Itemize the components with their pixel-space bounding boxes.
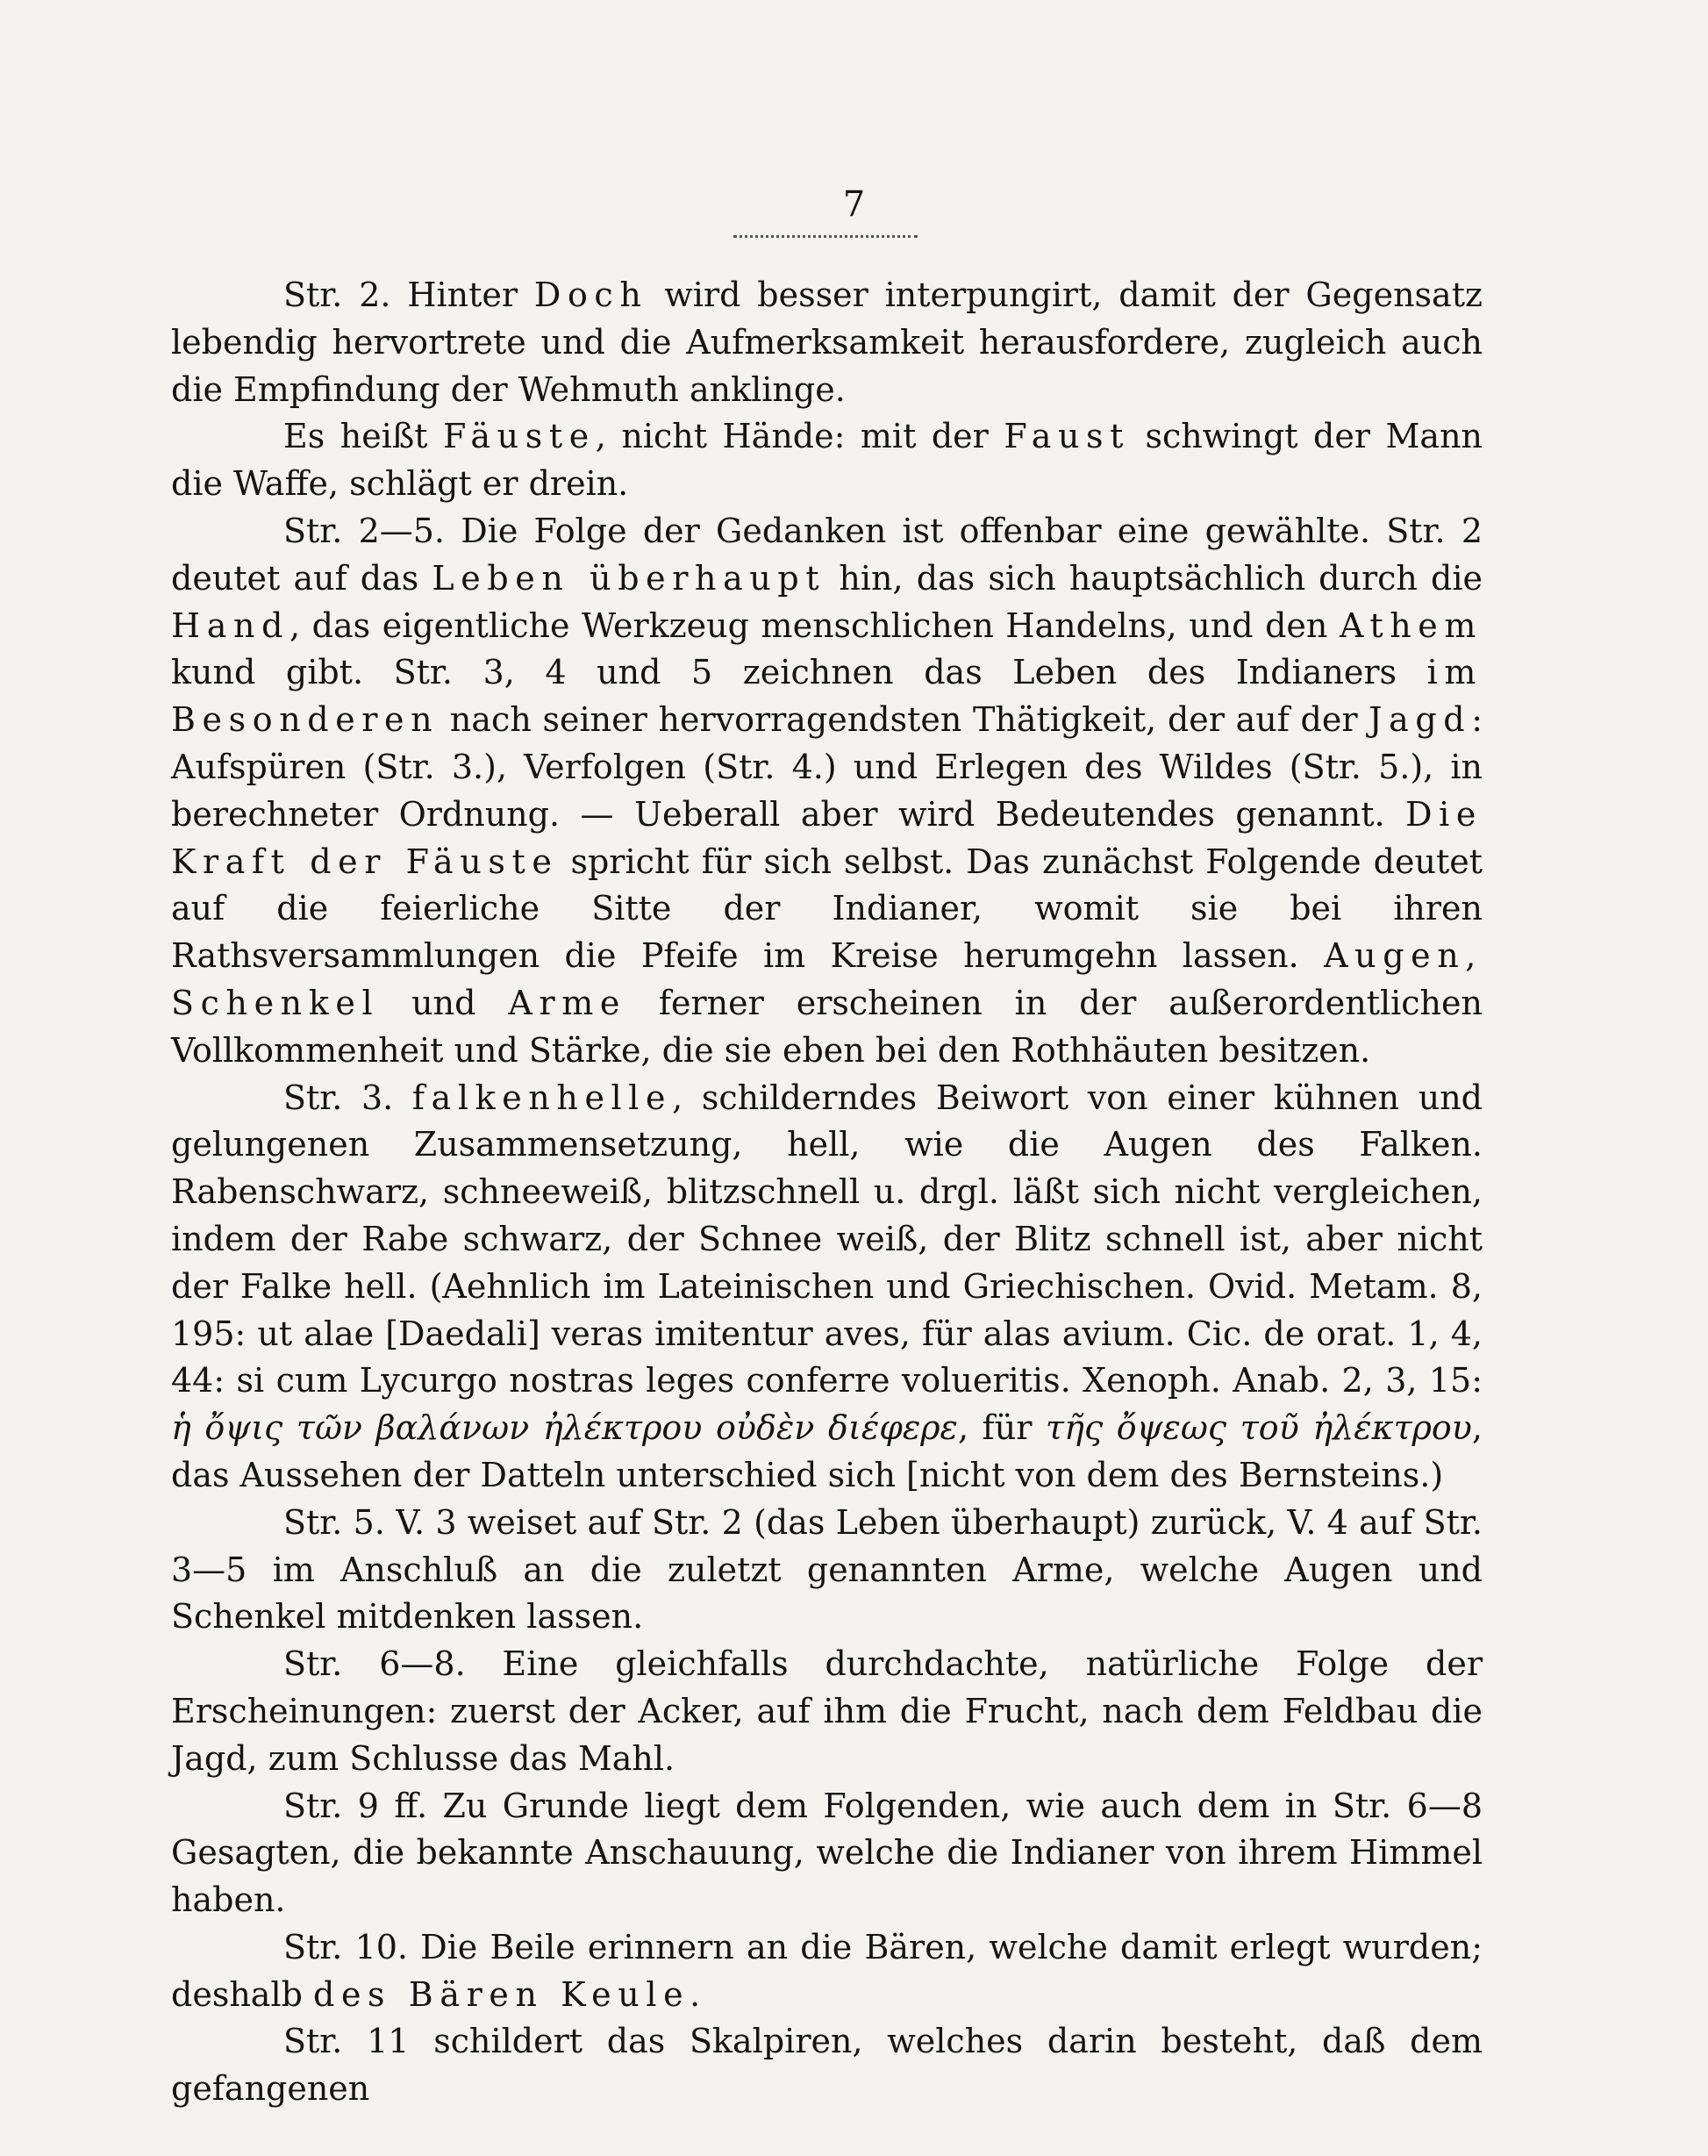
text-run: , das eigentliche Werkzeug menschlichen Handelns, und den <box>289 605 1340 645</box>
paragraph <box>171 1075 1483 1500</box>
paragraph <box>171 508 1483 1075</box>
paragraph <box>171 413 1483 508</box>
text-run: Str. 6—8. Eine gleichfalls durchdachte, natürliche Folge der Erscheinungen: zuerst der Acker, auf ihm die Frucht, nach dem Feldbau die Jagd, zum Schlusse das Mahl. <box>171 1644 1483 1778</box>
text-run: nach seiner hervorragendsten Thätigkeit, der auf der <box>439 700 1369 740</box>
text-run: . <box>690 1974 701 2014</box>
paragraph <box>171 1500 1483 1641</box>
page-number: 7 <box>842 184 866 225</box>
paragraph <box>171 2018 1483 2113</box>
spaced-emphasis: Fäuste <box>443 417 596 456</box>
body-text <box>171 272 1483 2113</box>
text-run: Str. 2—5. Die Folge der Gedanken ist offenbar eine gewählte. Str. 2 deutet auf das <box>171 511 1483 598</box>
text-run: Es heißt <box>283 417 444 456</box>
text-run: Str. 11 schildert das Skalpiren, welches darin besteht, daß dem gefangenen <box>171 2022 1483 2109</box>
text-run: Str. 9 ff. Zu Grunde liegt dem Folgenden, wie auch dem in Str. 6—8 Gesagten, die bekannte Anschauung, welche die Indianer von ihrem Himmel haben. <box>171 1786 1483 1920</box>
spaced-emphasis: Athem <box>1339 605 1483 645</box>
text-run: , für <box>957 1408 1047 1448</box>
text-run: , nicht Hände: mit der <box>595 417 1004 456</box>
text-run: schwingt der Mann die Waffe, schlägt er drein. <box>171 417 1483 504</box>
spaced-emphasis: falkenhelle <box>411 1078 673 1117</box>
text-run: kund gibt. Str. 3, 4 und 5 zeichnen das Leben des Indianers <box>171 653 1427 692</box>
text-run: Str. 2. Hinter <box>283 276 534 314</box>
paragraph <box>171 1641 1483 1782</box>
text-run: : Aufspüren (Str. 3.), Verfolgen (Str. 4.) und Erlegen des Wildes (Str. 5.), in berechneter Ordnung. — Ueberall aber wird Bedeutendes genannt. <box>171 700 1483 834</box>
spaced-emphasis: Doch <box>533 276 648 314</box>
paragraph <box>171 1783 1483 1924</box>
spaced-emphasis: Augen, Schenkel <box>171 936 1483 1022</box>
text-run: Str. 10. Die Beile erinnern an die Bären, welche damit erlegt wurden; deshalb <box>171 1927 1483 2014</box>
text-run: Str. 3. <box>283 1078 412 1117</box>
greek-quote: ἡ ὄψις τῶν βαλάνων ἠλέκτρου οὐδὲν διέφερε <box>171 1408 958 1448</box>
spaced-emphasis: Arme <box>508 983 626 1022</box>
spaced-emphasis: Hand <box>171 605 289 645</box>
text-run: wird besser interpungirt, damit der Gegensatz lebendig hervortrete und die Aufmerksamkeit herausfordere, zugleich auch die Empfindung der Wehmuth anklinge. <box>171 276 1483 409</box>
text-run: hin, das sich hauptsächlich durch die <box>825 558 1483 598</box>
greek-quote: τῆς ὄψεως τοῦ ἠλέκτρου <box>1046 1408 1472 1448</box>
text-run: spricht für sich selbst. Das zunächst Folgende deutet auf die feierliche Sitte der Indianer, womit sie bei ihren Rathsversammlungen die Pfeife im Kreise herumgehn lassen. <box>171 842 1483 976</box>
text-run: und <box>379 983 509 1022</box>
spaced-emphasis: Die Kraft der Fäuste <box>171 794 1483 881</box>
paragraph <box>171 1924 1483 2019</box>
spaced-emphasis: des Bären Keule <box>313 1974 690 2014</box>
spaced-emphasis: Leben überhaupt <box>432 558 826 598</box>
text-run: Str. 5. V. 3 weiset auf Str. 2 (das Leben überhaupt) zurück, V. 4 auf Str. 3—5 im Anschluß an die zuletzt genannten Arme, welche Augen und Schenkel mitdenken lassen. <box>171 1502 1483 1637</box>
spaced-emphasis: Faust <box>1004 417 1131 456</box>
paragraph <box>171 272 1483 413</box>
page-number-rule <box>733 235 918 238</box>
spaced-emphasis: Jagd <box>1369 700 1472 740</box>
text-run: , das Aussehen der Datteln unterschied sich [nicht von dem des Bernsteins.) <box>171 1408 1483 1494</box>
text-run: , schilderndes Beiwort von einer kühnen und gelungenen Zusammensetzung, hell, wie die Augen des Falken. Rabenschwarz, schneeweiß, blitzschnell u. drgl. läßt sich nicht vergleichen, indem der Rabe schwarz, der Schnee weiß, der Blitz schnell ist, aber nicht der Falke hell. (Aehnlich im Lateinischen und Griechischen. Ovid. Metam. 8, 195: ut alae [Daedali] veras imitentur aves, für alas avium. Cic. de orat. 1, 4, 44: si cum Lycurgo nostras leges conferre volueritis. Xenoph. Anab. 2, 3, 15: <box>171 1078 1483 1400</box>
text-run: ferner erscheinen in der außerordentlichen Vollkommenheit und Stärke, die sie eben bei den Rothhäuten besitzen. <box>171 983 1483 1070</box>
spaced-emphasis: im Besonderen <box>171 653 1483 740</box>
